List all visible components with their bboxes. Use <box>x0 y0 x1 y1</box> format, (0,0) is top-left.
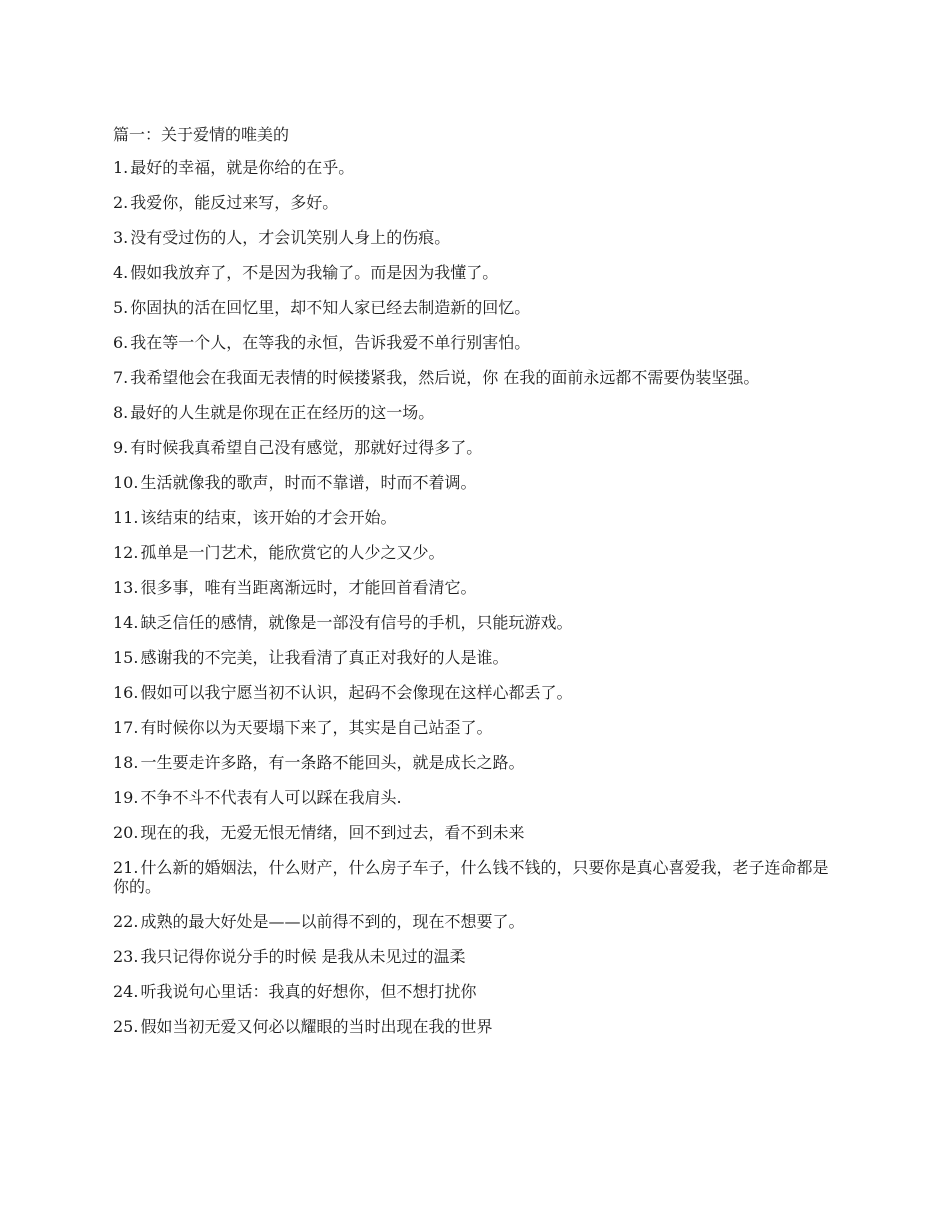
item-text: 成熟的最大好处是——以前得不到的，现在不想要了。 <box>140 912 525 931</box>
list-item <box>113 543 833 562</box>
list-item <box>113 718 833 737</box>
item-text: 有时候我真希望自己没有感觉，那就好过得多了。 <box>130 438 483 457</box>
item-text: 不争不斗不代表有人可以踩在我肩头. <box>140 788 402 807</box>
item-text: 孤单是一门艺术，能欣赏它的人少之又少。 <box>140 543 445 562</box>
list-item <box>113 298 833 317</box>
item-text: 假如可以我宁愿当初不认识，起码不会像现在这样心都丢了。 <box>140 683 573 702</box>
item-number: 6. <box>113 333 129 352</box>
item-number: 10. <box>113 473 139 492</box>
item-text: 生活就像我的歌声，时而不靠谱，时而不着调。 <box>140 473 477 492</box>
item-number: 21. <box>113 858 139 877</box>
list-item <box>113 473 833 492</box>
item-number: 25. <box>113 1017 139 1036</box>
item-number: 22. <box>113 912 139 931</box>
list-item <box>113 158 833 177</box>
item-number: 5. <box>113 298 129 317</box>
item-text: 我只记得你说分手的时候 是我从未见过的温柔 <box>140 947 466 966</box>
item-text: 该结束的结束，该开始的才会开始。 <box>140 508 397 527</box>
item-number: 11. <box>113 508 139 527</box>
list-item <box>113 788 833 807</box>
item-number: 3. <box>113 228 129 247</box>
item-number: 16. <box>113 683 139 702</box>
list-item <box>113 648 833 667</box>
list-item <box>113 263 833 282</box>
list-item <box>113 193 833 212</box>
list-item <box>113 438 833 457</box>
document-title: 篇一：关于爱情的唯美的 <box>113 125 290 144</box>
item-number: 2. <box>113 193 129 212</box>
item-text: 最好的人生就是你现在正在经历的这一场。 <box>130 403 435 422</box>
item-number: 23. <box>113 947 139 966</box>
item-number: 12. <box>113 543 139 562</box>
list-item <box>113 858 833 896</box>
document-page <box>113 124 833 1052</box>
item-text: 你固执的活在回忆里，却不知人家已经去制造新的回忆。 <box>130 298 531 317</box>
list-item <box>113 403 833 422</box>
item-number: 13. <box>113 578 139 597</box>
item-number: 7. <box>113 368 129 387</box>
item-text: 有时候你以为天要塌下来了，其实是自己站歪了。 <box>140 718 493 737</box>
list-item <box>113 823 833 842</box>
item-text: 没有受过伤的人，才会讥笑别人身上的伤痕。 <box>130 228 451 247</box>
item-text: 我爱你，能反过来写，多好。 <box>130 193 339 212</box>
quote-list <box>113 158 833 1036</box>
list-item <box>113 508 833 527</box>
item-number: 14. <box>113 613 139 632</box>
item-text: 感谢我的不完美，让我看清了真正对我好的人是谁。 <box>140 648 509 667</box>
item-number: 9. <box>113 438 129 457</box>
list-item <box>113 578 833 597</box>
list-item <box>113 613 833 632</box>
list-item <box>113 683 833 702</box>
item-number: 20. <box>113 823 139 842</box>
item-text: 假如我放弃了，不是因为我输了。而是因为我懂了。 <box>130 263 499 282</box>
item-number: 24. <box>113 982 139 1001</box>
item-text: 我在等一个人，在等我的永恒，告诉我爱不单行别害怕。 <box>130 333 531 352</box>
list-item <box>113 368 833 387</box>
item-text: 很多事，唯有当距离渐远时，才能回首看清它。 <box>140 578 477 597</box>
list-item <box>113 228 833 247</box>
list-item <box>113 912 833 931</box>
list-item <box>113 753 833 772</box>
item-text: 什么新的婚姻法，什么财产，什么房子车子，什么钱不钱的，只要你是真心喜爱我，老子连命都是你的。 <box>113 858 829 896</box>
list-item <box>113 1017 833 1036</box>
item-text: 现在的我，无爱无恨无情绪，回不到过去，看不到未来 <box>140 823 525 842</box>
list-item <box>113 947 833 966</box>
item-text: 最好的幸福，就是你给的在乎。 <box>130 158 355 177</box>
item-number: 18. <box>113 753 139 772</box>
list-item <box>113 333 833 352</box>
item-text: 我希望他会在我面无表情的时候搂紧我，然后说，你 在我的面前永远都不需要伪装坚强。 <box>130 368 760 387</box>
item-text: 缺乏信任的感情，就像是一部没有信号的手机，只能玩游戏。 <box>140 613 573 632</box>
item-text: 假如当初无爱又何必以耀眼的当时出现在我的世界 <box>140 1017 493 1036</box>
list-item <box>113 982 833 1001</box>
item-number: 15. <box>113 648 139 667</box>
item-number: 4. <box>113 263 129 282</box>
item-number: 8. <box>113 403 129 422</box>
item-text: 听我说句心里话：我真的好想你，但不想打扰你 <box>140 982 477 1001</box>
item-text: 一生要走许多路，有一条路不能回头，就是成长之路。 <box>140 753 525 772</box>
item-number: 19. <box>113 788 139 807</box>
item-number: 17. <box>113 718 139 737</box>
item-number: 1. <box>113 158 129 177</box>
